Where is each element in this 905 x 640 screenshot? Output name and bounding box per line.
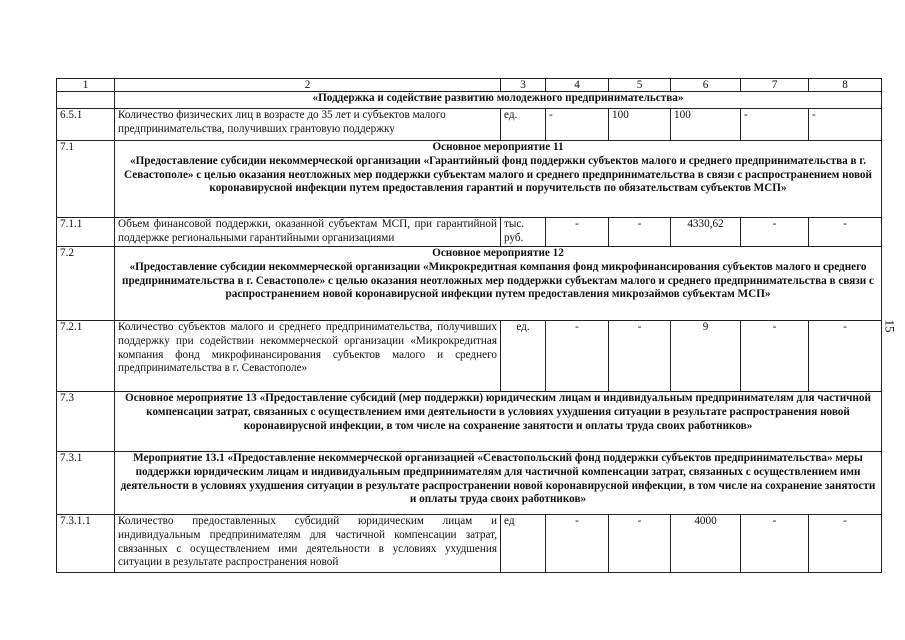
activity-row xyxy=(57,392,882,452)
table-row xyxy=(57,109,882,141)
row-number: 7.3.1 xyxy=(57,452,115,515)
value-col4: - xyxy=(546,321,609,392)
section-title-row xyxy=(57,92,882,109)
activity-row xyxy=(57,141,882,218)
row-number: 7.3.1.1 xyxy=(57,515,115,573)
activity-text: «Предоставление субсидии некоммерческой организации «Микрокредитная компания фонд микрофинансирования субъектов малого и среднего предпринимательства в г. Севастополе» с целью оказания неотложных мер поддержки субъектам малого и среднего предпринимательства в связи с распространением новой коронавирусной инфекции путем предоставления микрозаймов субъектам МСП» xyxy=(122,260,874,301)
table-row xyxy=(57,321,882,392)
page-number: 15 xyxy=(882,319,898,333)
value-col4: - xyxy=(546,515,609,573)
row-number: 7.1.1 xyxy=(57,218,115,247)
value-col8: - xyxy=(809,109,882,141)
value-col4: - xyxy=(546,109,609,141)
indicator-name: Количество предоставленных субсидий юридическим лицам и индивидуальным предпринимателям для частичной компенсации затрат, связанных с осуществлением ими деятельности в условиях ухудшения ситуации в результате распространения новой xyxy=(115,515,501,573)
col-number: 5 xyxy=(609,79,671,92)
activity-description xyxy=(115,141,882,218)
value-col7: - xyxy=(741,109,809,141)
row-number: 7.2 xyxy=(57,247,115,321)
col-number: 8 xyxy=(809,79,882,92)
value-col8: - xyxy=(809,321,882,392)
indicator-name: Объем финансовой поддержки, оказанной субъектам МСП, при гарантийной поддержке региональными гарантийными организациями xyxy=(115,218,501,247)
value-col4: - xyxy=(546,218,609,247)
col-number: 2 xyxy=(115,79,501,92)
indicator-table xyxy=(56,78,882,573)
value-col5: - xyxy=(609,515,671,573)
activity-row xyxy=(57,247,882,321)
value-col8: - xyxy=(809,218,882,247)
value-col6: 9 xyxy=(671,321,741,392)
value-col6: 100 xyxy=(671,109,741,141)
column-number-row xyxy=(57,79,882,92)
activity-description: Основное мероприятие 13 «Предоставление субсидий (мер поддержки) юридическим лицам и индивидуальным предпринимателям для частичной компенсации затрат, связанных с осуществлением ими деятельности в условиях ухудшения ситуации в результате распространения новой коронавирусной инфекции, в том числе на сохранение занятости и оплаты труда своих работников» xyxy=(115,392,882,452)
empty-cell xyxy=(57,92,115,109)
activity-text: «Предоставление субсидии некоммерческой организации «Гарантийный фонд поддержки субъектов малого и среднего предпринимательства в г. Севастополе» с целью оказания неотложных мер поддержки субъектам малого и среднего предпринимательства в связи с распространением новой коронавирусной инфекции путем предоставления гарантий и поручительств по обязательствам субъектов МСП» xyxy=(124,154,872,195)
activity-title: Основное мероприятие 11 xyxy=(432,141,564,153)
indicator-name: Количество субъектов малого и среднего предпринимательства, получивших поддержку при содействии некоммерческой организации «Микрокредитная компания фонд микрофинансирования субъектов малого и среднего предпринимательства в г. Севастополе» xyxy=(115,321,501,392)
indicator-name: Количество физических лиц в возрасте до 35 лет и субъектов малого предпринимательства, получивших грантовую поддержку xyxy=(115,109,501,141)
row-number: 7.2.1 xyxy=(57,321,115,392)
value-col5: - xyxy=(609,321,671,392)
col-number: 4 xyxy=(546,79,609,92)
activity-description xyxy=(115,247,882,321)
activity-row xyxy=(57,452,882,515)
unit: ед xyxy=(501,515,546,573)
value-col8: - xyxy=(809,515,882,573)
col-number: 6 xyxy=(671,79,741,92)
activity-description: Мероприятие 13.1 «Предоставление некоммерческой организацией «Севастопольский фонд поддержки субъектов предпринимательства» меры поддержки юридическим лицам и индивидуальным предпринимателям для частичной компенсации затрат, связанных с осуществлением ими деятельности в условиях ухудшения ситуации в результате распространении новой коронавирусной инфекции, в том числе на сохранение занятости и оплаты труда своих работников» xyxy=(115,452,882,515)
value-col6: 4000 xyxy=(671,515,741,573)
row-number: 7.1 xyxy=(57,141,115,218)
value-col7: - xyxy=(741,218,809,247)
value-col5: 100 xyxy=(609,109,671,141)
col-number: 7 xyxy=(741,79,809,92)
unit: ед. xyxy=(501,321,546,392)
unit: ед. xyxy=(501,109,546,141)
row-number: 6.5.1 xyxy=(57,109,115,141)
unit: тыс. руб. xyxy=(501,218,546,247)
value-col6: 4330,62 xyxy=(671,218,741,247)
value-col5: - xyxy=(609,218,671,247)
activity-title: Основное мероприятие 12 xyxy=(432,247,564,259)
col-number: 1 xyxy=(57,79,115,92)
table-row xyxy=(57,515,882,573)
col-number: 3 xyxy=(501,79,546,92)
section-title: «Поддержка и содействие развитию молодежного предпринимательства» xyxy=(115,92,882,109)
value-col7: - xyxy=(741,515,809,573)
row-number: 7.3 xyxy=(57,392,115,452)
value-col7: - xyxy=(741,321,809,392)
table-row xyxy=(57,218,882,247)
